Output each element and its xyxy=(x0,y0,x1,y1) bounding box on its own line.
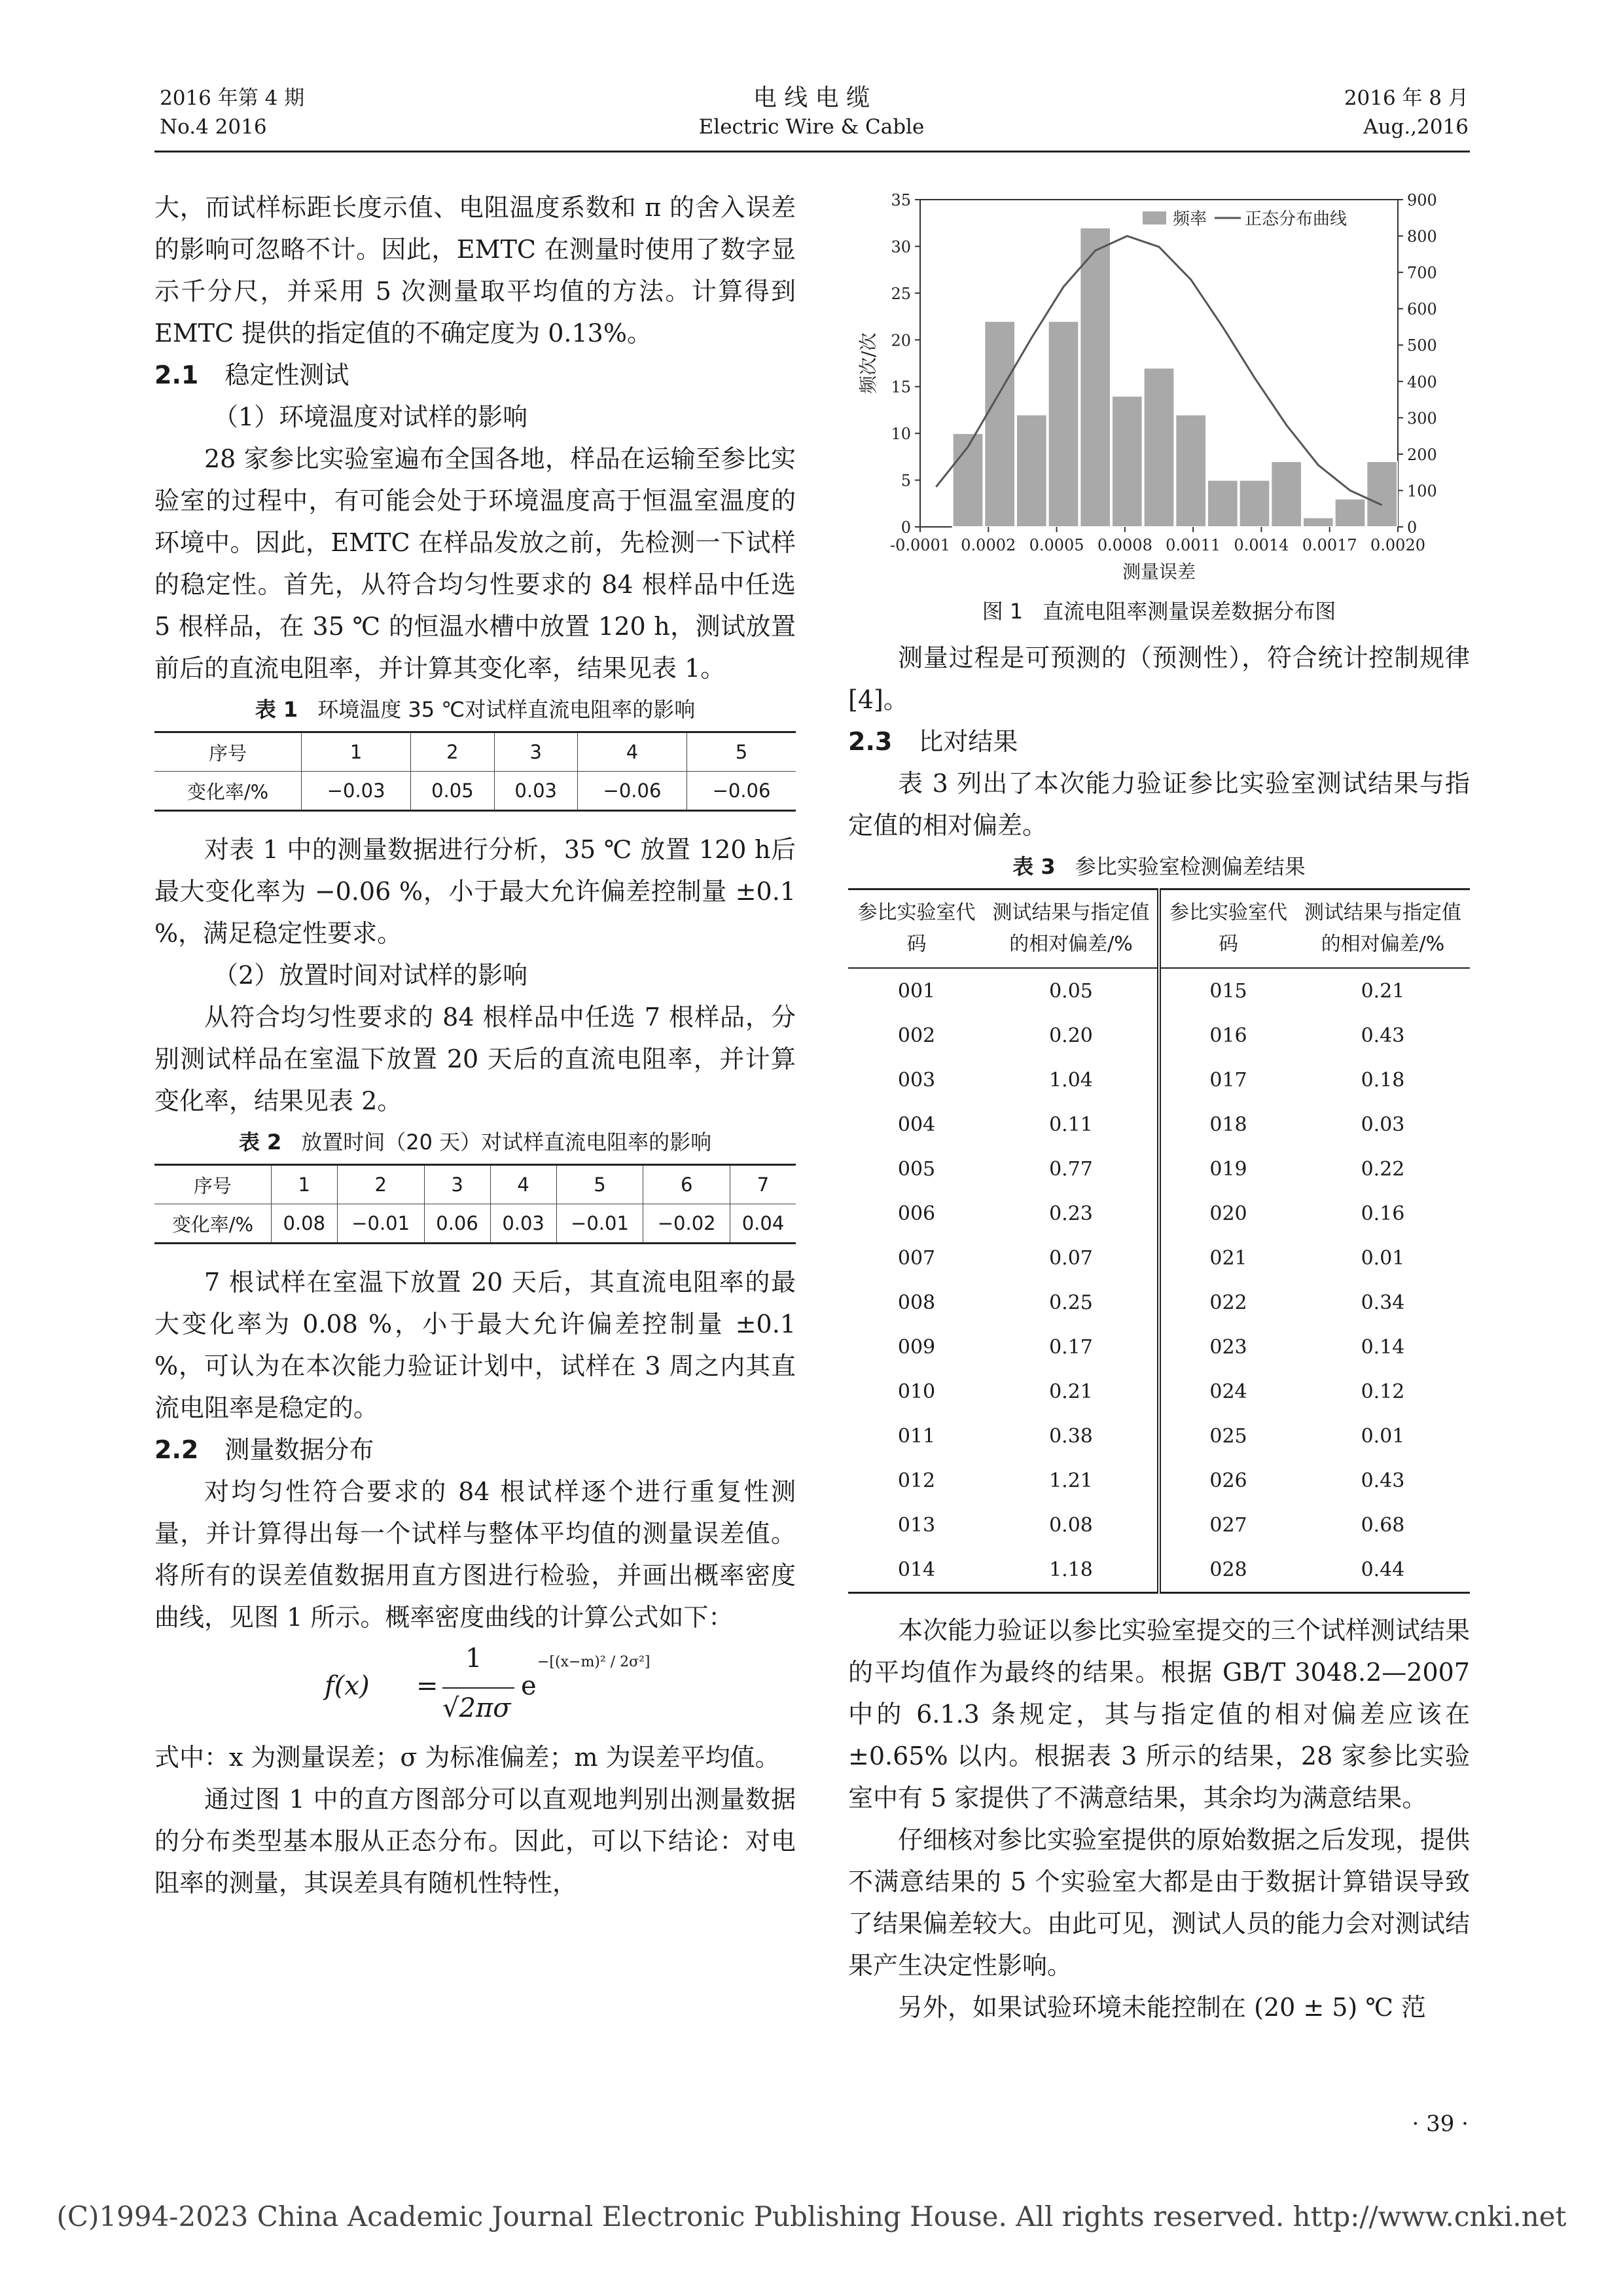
page-number: · 39 · xyxy=(1412,2111,1469,2137)
formula-fraction-bar xyxy=(442,1687,514,1689)
table2-caption xyxy=(154,1126,796,1158)
histogram-bar xyxy=(984,321,1015,527)
figure-title: 直流电阻率测量误差数据分布图 xyxy=(1043,599,1336,624)
figure-number: 图 1 xyxy=(982,599,1024,624)
table-row xyxy=(848,1547,1470,1593)
histogram-bar xyxy=(1080,228,1111,527)
table-cell: 0.21 xyxy=(985,1369,1159,1414)
date-en: Aug.,2016 xyxy=(1363,115,1469,139)
table-cell: 028 xyxy=(1209,1558,1247,1581)
table-cell: 3 xyxy=(494,732,577,772)
paragraph-where: 式中：x 为测量误差；σ 为标准偏差；m 为误差平均值。 xyxy=(154,1743,780,1772)
table1 xyxy=(154,731,796,812)
table-cell: 4 xyxy=(490,1165,556,1204)
histogram-bar xyxy=(1175,415,1206,527)
table-cell: −0.02 xyxy=(643,1204,730,1244)
section-number: 2.1 xyxy=(154,361,199,389)
table-cell: 0.68 xyxy=(1361,1513,1405,1537)
table-cell: 0.12 xyxy=(1361,1380,1405,1403)
table-cell: 1.04 xyxy=(985,1058,1159,1102)
x-tick-label: 0.0005 xyxy=(1029,536,1084,554)
table-row xyxy=(848,1414,1470,1458)
table-cell: −0.06 xyxy=(687,772,796,811)
table-cell: 0.43 xyxy=(1361,1024,1405,1047)
formula-denominator: √2πσ xyxy=(442,1693,511,1723)
y2-tick-label: 200 xyxy=(1407,445,1437,464)
histogram-bar xyxy=(1144,368,1175,527)
x-axis-label: 测量误差 xyxy=(1122,561,1196,583)
table-cell: 序号 xyxy=(154,732,302,772)
x-tick-label: 0.0020 xyxy=(1370,536,1425,554)
legend-bar-label: 频率 xyxy=(1173,209,1207,229)
table-cell: −0.03 xyxy=(302,772,411,811)
table3 xyxy=(848,888,1470,1594)
table-cell: 019 xyxy=(1209,1157,1247,1181)
table-cell: 3 xyxy=(424,1165,490,1204)
table-cell: 006 xyxy=(897,1202,936,1225)
paragraph-sec22: 对均匀性符合要求的 84 根试样逐个进行重复性测量，并计算得出每一个试样与整体平均值的测量误差值。将所有的误差值数据用直方图进行检验，并画出概率密度曲线，见图 1 所示。概率密度曲线的计算公式如下： xyxy=(154,1477,796,1632)
table-cell: 015 xyxy=(1209,979,1247,1003)
y-tick-label: 25 xyxy=(891,284,911,303)
table-cell: −0.01 xyxy=(337,1204,424,1244)
histogram-bar xyxy=(1303,518,1334,527)
table-header-row xyxy=(154,732,796,772)
subsection-1-heading: （1）环境温度对试样的影响 xyxy=(213,403,528,431)
table-cell: 0.22 xyxy=(1361,1157,1405,1181)
table-cell: 0.21 xyxy=(1361,979,1405,1003)
formula-exponent: −[(x−m)² / 2σ²] xyxy=(537,1654,651,1670)
paragraph-intro: 大，而试样标距长度示值、电阻温度系数和 π 的舍入误差的影响可忽略不计。因此，EMTC 在测量时使用了数字显示千分尺，并采用 5 次测量取平均值的方法。计算得到 EMTC 提供的指定值的不确定度为 0.13%。 xyxy=(154,193,796,348)
date-cn: 2016 年 8 月 xyxy=(1344,86,1469,110)
table-cell: 009 xyxy=(897,1335,936,1359)
issue-cn: 2016 年第 4 期 xyxy=(160,86,305,110)
table-cell: 010 xyxy=(897,1380,936,1403)
table-row xyxy=(848,1058,1470,1102)
table-row xyxy=(848,1369,1470,1414)
legend-curve-label: 正态分布曲线 xyxy=(1245,209,1347,229)
table-header-row xyxy=(848,889,1470,969)
table-cell: 1.21 xyxy=(985,1458,1159,1503)
table-row xyxy=(848,1191,1470,1236)
table-cell: 013 xyxy=(897,1513,936,1537)
formula-e: e xyxy=(521,1671,537,1701)
table-cell: 1.18 xyxy=(985,1547,1159,1593)
x-tick-label: -0.0001 xyxy=(889,536,951,554)
y-tick-label: 35 xyxy=(891,191,911,209)
histogram-bar xyxy=(1112,396,1143,527)
table-cell: 0.04 xyxy=(730,1204,796,1244)
paragraph-result-3: 另外，如果试验环境未能控制在 (20 ± 5) ℃ 范 xyxy=(898,1993,1426,2022)
table2 xyxy=(154,1164,796,1244)
section-number: 2.3 xyxy=(848,727,893,756)
table-row xyxy=(848,1503,1470,1547)
table-row xyxy=(848,1325,1470,1369)
journal-title-cn: 电 线 电 缆 xyxy=(753,84,870,111)
y2-tick-label: 100 xyxy=(1407,482,1437,501)
formula-equals: = xyxy=(416,1671,438,1701)
x-tick-label: 0.0011 xyxy=(1166,536,1221,554)
table-row xyxy=(848,968,1470,1013)
table-cell: 017 xyxy=(1209,1068,1247,1092)
table-cell: 0.08 xyxy=(271,1204,337,1244)
table-cell: 0.07 xyxy=(985,1236,1159,1280)
legend-bar-swatch xyxy=(1143,211,1166,224)
table-cell: −0.06 xyxy=(577,772,687,811)
table-cell: 024 xyxy=(1209,1380,1247,1403)
section-title: 比对结果 xyxy=(918,727,1018,756)
x-tick-label: 0.0002 xyxy=(961,536,1016,554)
paragraph-sec23: 表 3 列出了本次能力验证参比实验室测试结果与指定值的相对偏差。 xyxy=(848,769,1470,840)
paragraph-conclusion: 通过图 1 中的直方图部分可以直观地判别出测量数据的分布类型基本服从正态分布。因此，可以下结论：对电阻率的测量，其误差具有随机性特性， xyxy=(154,1785,796,1897)
table-cell: 023 xyxy=(1209,1335,1247,1359)
histogram-bar xyxy=(1207,480,1238,527)
table-cell: 0.44 xyxy=(1361,1558,1405,1581)
table-cell: 0.77 xyxy=(985,1147,1159,1191)
y2-tick-label: 700 xyxy=(1407,264,1437,283)
table-cell: 020 xyxy=(1209,1202,1247,1225)
y-tick-label: 0 xyxy=(901,518,911,537)
table-row xyxy=(154,772,796,811)
table-cell: 018 xyxy=(1209,1113,1247,1136)
table-cell: 0.25 xyxy=(985,1280,1159,1325)
paragraph-result-1: 本次能力验证以参比实验室提交的三个试样测试结果的平均值作为最终的结果。根据 GB/T 3048.2—2007 中的 6.1.3 条规定，其与指定值的相对偏差应该在 ±0.65% 以内。根据表 3 所示的结果，28 家参比实验室中有 5 家提供了不满意结果，其余均为满意结果。 xyxy=(848,1616,1471,1812)
table-cell: 5 xyxy=(687,732,796,772)
table-cell: 7 xyxy=(730,1165,796,1204)
formula-lhs: f(x) xyxy=(325,1671,370,1701)
paragraph-table1-analysis: 对表 1 中的测量数据进行分析，35 ℃ 放置 120 h后最大变化率为 −0.06 %，小于最大允许偏差控制量 ±0.1 %，满足稳定性要求。 xyxy=(154,835,796,948)
x-tick-label: 0.0017 xyxy=(1302,536,1357,554)
y-tick-label: 10 xyxy=(891,425,911,444)
y-tick-label: 30 xyxy=(891,238,911,257)
table-cell: −0.01 xyxy=(556,1204,643,1244)
paragraph-table2-analysis: 7 根试样在室温下放置 20 天后，其直流电阻率的最大变化率为 0.08 %，小于最大允许偏差控制量 ±0.1 %，可认为在本次能力验证计划中，试样在 3 周之内其直流电阻率是稳定的。 xyxy=(154,1268,796,1422)
paragraph-sub1: 28 家参比实验室遍布全国各地，样品在运输至参比实验室的过程中，有可能会处于环境温度高于恒温室温度的环境中。因此，EMTC 在样品发放之前，先检测一下试样的稳定性。首先，从符合均匀性要求的 84 根样品中任选 5 根样品，在 35 ℃ 的恒温水槽中放置 120 h，测试放置前后的直流电阻率，并计算其变化率，结果见表 1。 xyxy=(154,444,796,683)
table-row xyxy=(848,1458,1470,1503)
table-number: 表 3 xyxy=(1012,854,1056,879)
table-cell: 026 xyxy=(1209,1469,1247,1492)
table-header-cell: 测试结果与指定值的相对偏差/% xyxy=(985,889,1159,969)
y-tick-label: 15 xyxy=(891,378,911,397)
table-cell: 1 xyxy=(271,1165,337,1204)
table-cell: 变化率/% xyxy=(154,772,302,811)
table-cell: 004 xyxy=(897,1113,936,1136)
histogram-bar xyxy=(1366,461,1397,527)
table-cell: 0.34 xyxy=(1361,1291,1405,1314)
table-cell: 0.06 xyxy=(424,1204,490,1244)
table-cell: 0.01 xyxy=(1361,1246,1405,1270)
table-cell: 001 xyxy=(897,979,936,1003)
table-cell: 022 xyxy=(1209,1291,1247,1314)
table-cell: 0.38 xyxy=(985,1414,1159,1458)
journal-date xyxy=(1344,84,1469,141)
table-cell: 027 xyxy=(1209,1513,1247,1537)
paragraph-result-2: 仔细核对参比实验室提供的原始数据之后发现，提供不满意结果的 5 个实验室大都是由于数据计算错误导致了结果偏差较大。由此可见，测试人员的能力会对测试结果产生决定性影响。 xyxy=(848,1825,1471,1980)
y2-tick-label: 0 xyxy=(1407,518,1418,537)
x-tick-label: 0.0008 xyxy=(1097,536,1152,554)
y2-tick-label: 500 xyxy=(1407,336,1437,355)
table-cell: 0.18 xyxy=(1361,1068,1405,1092)
table-header-cell: 测试结果与指定值的相对偏差/% xyxy=(1296,889,1470,969)
table-cell: 002 xyxy=(897,1024,936,1047)
table-row xyxy=(848,1147,1470,1191)
table-row xyxy=(848,1102,1470,1147)
table-cell: 003 xyxy=(897,1068,936,1092)
section-2-3-heading xyxy=(848,721,1470,762)
formula-numerator: 1 xyxy=(465,1643,482,1674)
table-number: 表 2 xyxy=(238,1130,282,1155)
table-cell: 0.17 xyxy=(985,1325,1159,1369)
copyright-footer: (C)1994-2023 China Academic Journal Electronic Publishing House. All rights reserved. http://www.cnki.net xyxy=(56,2200,1567,2233)
table1-caption xyxy=(154,693,796,726)
table-cell: 021 xyxy=(1209,1246,1247,1270)
table-cell: 016 xyxy=(1209,1024,1247,1047)
table-cell: 0.03 xyxy=(494,772,577,811)
y-tick-label: 20 xyxy=(891,331,911,350)
table-cell: 1 xyxy=(302,732,411,772)
table-cell: 025 xyxy=(1209,1424,1247,1448)
section-title: 稳定性测试 xyxy=(224,361,349,389)
figure-1 xyxy=(848,187,1470,586)
y2-tick-label: 400 xyxy=(1407,372,1437,391)
table-title: 放置时间（20 天）对试样直流电阻率的影响 xyxy=(301,1130,712,1155)
y2-tick-label: 800 xyxy=(1407,227,1437,246)
figure-caption xyxy=(848,595,1470,625)
y2-tick-label: 900 xyxy=(1407,191,1437,209)
table-cell: 4 xyxy=(577,732,687,772)
table-cell: 012 xyxy=(897,1469,936,1492)
table-cell: 0.14 xyxy=(1361,1335,1405,1359)
table-cell: 0.05 xyxy=(411,772,494,811)
y-axis-label: 频次/次 xyxy=(857,332,879,394)
pdf-formula xyxy=(154,1638,796,1736)
paragraph-after-figure: 测量过程是可预测的（预测性），符合统计控制规律[4]。 xyxy=(848,643,1470,714)
histogram-bar xyxy=(1016,415,1047,527)
table-cell: 005 xyxy=(897,1157,936,1181)
table3-caption xyxy=(848,850,1470,883)
left-column xyxy=(154,187,796,1904)
table-cell: 变化率/% xyxy=(154,1204,271,1244)
table-cell: 0.01 xyxy=(1361,1424,1405,1448)
table-number: 表 1 xyxy=(255,697,298,722)
table-cell: 2 xyxy=(337,1165,424,1204)
table-cell: 0.08 xyxy=(985,1503,1159,1547)
table-cell: 011 xyxy=(897,1424,936,1448)
table-cell: 014 xyxy=(897,1558,936,1581)
paragraph-sub2: 从符合均匀性要求的 84 根样品中任选 7 根样品，分别测试样品在室温下放置 20 天后的直流电阻率，并计算变化率，结果见表 2。 xyxy=(154,1003,796,1115)
section-title: 测量数据分布 xyxy=(224,1435,374,1464)
table-cell: 0.20 xyxy=(985,1013,1159,1058)
subsection-2-heading: （2）放置时间对试样的影响 xyxy=(213,961,528,990)
table-cell: 0.05 xyxy=(985,968,1159,1013)
table-cell: 0.43 xyxy=(1361,1469,1405,1492)
histogram-bar xyxy=(1335,499,1366,527)
issue-en: No.4 2016 xyxy=(160,115,267,139)
journal-title-en: Electric Wire & Cable xyxy=(698,115,925,139)
x-tick-label: 0.0014 xyxy=(1234,536,1289,554)
table-header-cell: 参比实验室代码 xyxy=(1159,889,1296,969)
section-number: 2.2 xyxy=(154,1435,199,1464)
table-cell: 6 xyxy=(643,1165,730,1204)
table-cell: 008 xyxy=(897,1291,936,1314)
table-header-row xyxy=(154,1165,796,1204)
table-cell: 007 xyxy=(897,1246,936,1270)
table-title: 参比实验室检测偏差结果 xyxy=(1075,854,1306,879)
table-title: 环境温度 35 ℃对试样直流电阻率的影响 xyxy=(317,697,696,722)
table-header-cell: 参比实验室代码 xyxy=(848,889,985,969)
y-tick-label: 5 xyxy=(901,471,911,490)
right-column xyxy=(848,187,1470,2028)
table-row xyxy=(848,1013,1470,1058)
y2-tick-label: 300 xyxy=(1407,409,1437,428)
table-cell: 5 xyxy=(556,1165,643,1204)
table-cell: 2 xyxy=(411,732,494,772)
section-2-1-heading xyxy=(154,354,796,396)
histogram-chart xyxy=(848,187,1470,586)
table-cell: 0.03 xyxy=(490,1204,556,1244)
table-cell: 0.23 xyxy=(985,1191,1159,1236)
histogram-bar xyxy=(1240,480,1270,527)
header-rule xyxy=(154,151,1470,152)
table-row xyxy=(848,1280,1470,1325)
table-cell: 0.03 xyxy=(1361,1113,1405,1136)
histogram-bar xyxy=(1271,461,1302,527)
histogram-bar xyxy=(1048,321,1079,527)
table-row xyxy=(848,1236,1470,1280)
y2-tick-label: 600 xyxy=(1407,300,1437,319)
table-cell: 0.11 xyxy=(985,1102,1159,1147)
section-2-2-heading xyxy=(154,1429,796,1471)
table-cell: 序号 xyxy=(154,1165,271,1204)
table-row xyxy=(154,1204,796,1244)
table-cell: 0.16 xyxy=(1361,1202,1405,1225)
